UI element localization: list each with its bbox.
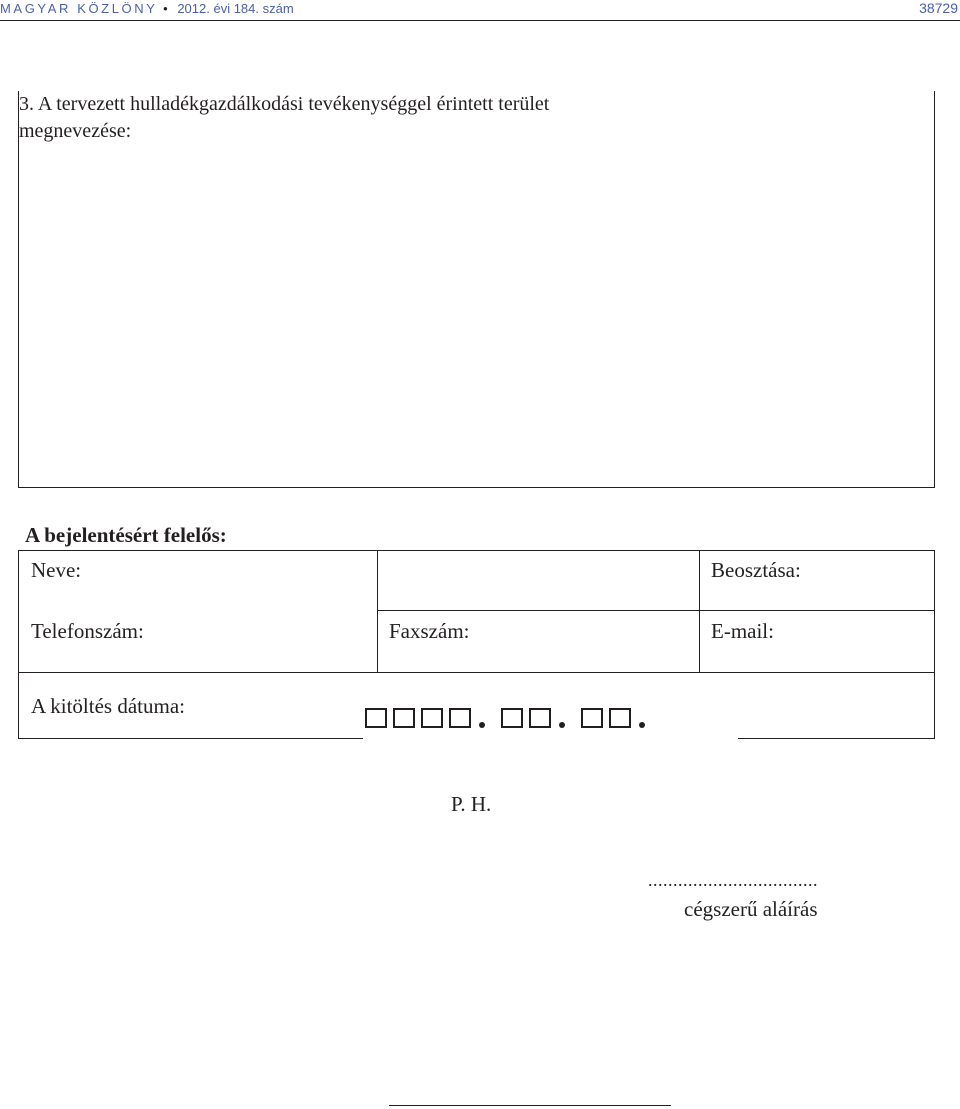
table-border [18,550,19,739]
day-digit-box[interactable] [581,708,603,728]
table-divider [700,610,935,611]
name-label: Neve: [31,558,82,582]
responsible-title: A bejelentésért felelős: [25,523,227,547]
date-label: A kitöltés dátuma: [31,694,185,718]
running-header [0,0,960,21]
journal-name: MAGYAR KÖZLÖNY [0,1,158,16]
table-divider [699,550,700,672]
bullet-icon: • [163,1,168,16]
running-title [0,1,294,16]
area-description-box[interactable] [18,91,935,488]
date-separator-dot [559,722,565,728]
table-divider [377,550,378,672]
date-separator-dot [639,722,645,728]
table-divider [378,610,700,611]
page-number: 38729 [919,0,958,16]
date-input[interactable] [365,700,661,728]
section-3-title: 3. A tervezett hulladékgazdálkodási tevékenységgel érintett terület megnevezése: [19,93,550,142]
signature-label: cégszerű aláírás [684,897,818,921]
month-digit-box[interactable] [529,708,551,728]
day-digit-box[interactable] [609,708,631,728]
table-border [738,738,935,739]
table-border [18,738,363,739]
table-border [18,550,935,551]
email-label: E-mail: [711,619,774,643]
year-digit-box[interactable] [365,708,387,728]
fax-label: Faxszám: [389,619,470,643]
phone-label: Telefonszám: [31,619,144,643]
date-separator-dot [479,722,485,728]
table-border [934,550,935,739]
position-label: Beosztása: [711,558,801,582]
table-divider [18,672,935,673]
year-digit-box[interactable] [449,708,471,728]
footer-rule [389,1105,671,1106]
issue-info: 2012. évi 184. szám [177,1,294,16]
year-digit-box[interactable] [393,708,415,728]
year-digit-box[interactable] [421,708,443,728]
month-digit-box[interactable] [501,708,523,728]
signature-line[interactable]: .................................. [648,870,818,890]
stamp-placeholder: P. H. [451,792,492,816]
